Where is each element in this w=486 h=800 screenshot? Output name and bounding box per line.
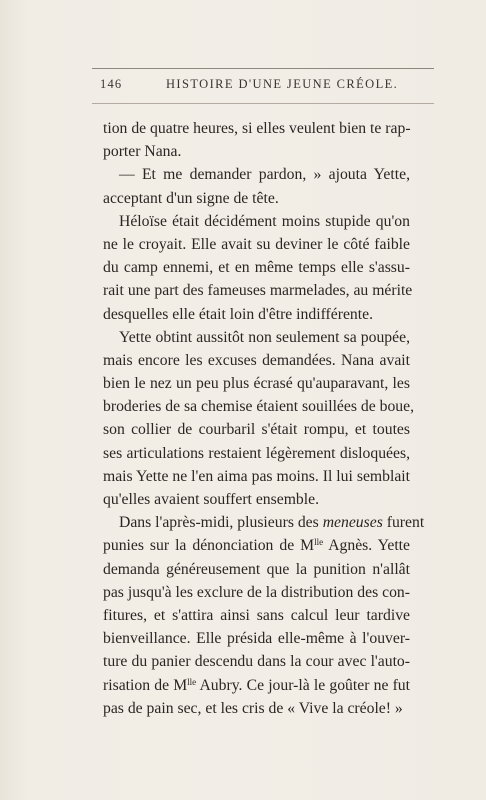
text-line: du camp ennemi, et en même temps elle s'assu- [103, 259, 410, 277]
text-line: ne le croyait. Elle avait su deviner le côté faible [103, 235, 410, 253]
text-line: desquelles elle était loin d'être indifférente. [103, 305, 373, 323]
header-rule-bottom [92, 103, 434, 104]
header-rule-top [92, 68, 434, 69]
page-number: 146 [100, 77, 123, 91]
superscript-abbrev: lle [314, 537, 324, 548]
text-segment: risation de M [103, 676, 188, 694]
text-segment: Aubry. Ce jour-là le goûter ne fut [196, 676, 411, 694]
text-segment: Agnès. Yette [323, 537, 410, 555]
italic-word: meneuses [322, 514, 383, 532]
text-line: demanda généreusement que la punition n'allât [103, 560, 410, 578]
text-line: Héloïse était décidément moins stupide qu'on [119, 212, 410, 230]
body-text [103, 117, 425, 720]
text-line: ture du panier descendu dans la cour avec l'auto- [103, 653, 410, 671]
text-line: porter Nana. [103, 143, 182, 161]
running-head [100, 77, 434, 95]
text-line [103, 674, 410, 697]
text-line: Yette obtint aussitôt non seulement sa poupée, [119, 328, 410, 346]
text-segment: Dans l'après-midi, plusieurs des [119, 514, 323, 532]
text-line: bien le nez un peu plus écrasé qu'auparavant, les [103, 375, 410, 393]
text-line [103, 534, 410, 557]
text-line: mais encore les excuses demandées. Nana avait [103, 351, 410, 369]
superscript-abbrev: lle [187, 676, 197, 687]
text-line: mais Yette ne l'en aima pas moins. Il lui semblait [103, 467, 410, 485]
text-line: fitures, et s'attira ainsi sans calcul leur tardive [103, 606, 410, 624]
text-segment: furent [382, 514, 425, 532]
text-line: broderies de sa chemise étaient souillées de boue, [103, 398, 415, 416]
text-line: pas jusqu'à les exclure de la distribution des con- [103, 583, 410, 601]
text-line: son collier de courbaril s'était rompu, et toutes [103, 421, 410, 439]
running-title: HISTOIRE D'UNE JEUNE CRÉOLE. [166, 77, 399, 91]
text-segment: punies sur la dénonciation de M [103, 537, 315, 555]
text-line: pas de pain sec, et les cris de « Vive la créole! » [103, 699, 403, 717]
text-line: — Et me demander pardon, » ajouta Yette, [119, 166, 410, 184]
text-line: ses articulations restaient légèrement disloquées, [103, 444, 410, 462]
text-line: rait une part des fameuses marmelades, au mérite [103, 282, 413, 300]
text-line [103, 511, 425, 534]
text-line: qu'elles avaient souffert ensemble. [103, 491, 319, 508]
text-line: bienveillance. Elle présida elle-même à l'ouver- [103, 630, 410, 648]
text-line: tion de quatre heures, si elles veulent bien te rap- [103, 120, 411, 137]
text-line: acceptant d'un signe de tête. [103, 189, 279, 207]
